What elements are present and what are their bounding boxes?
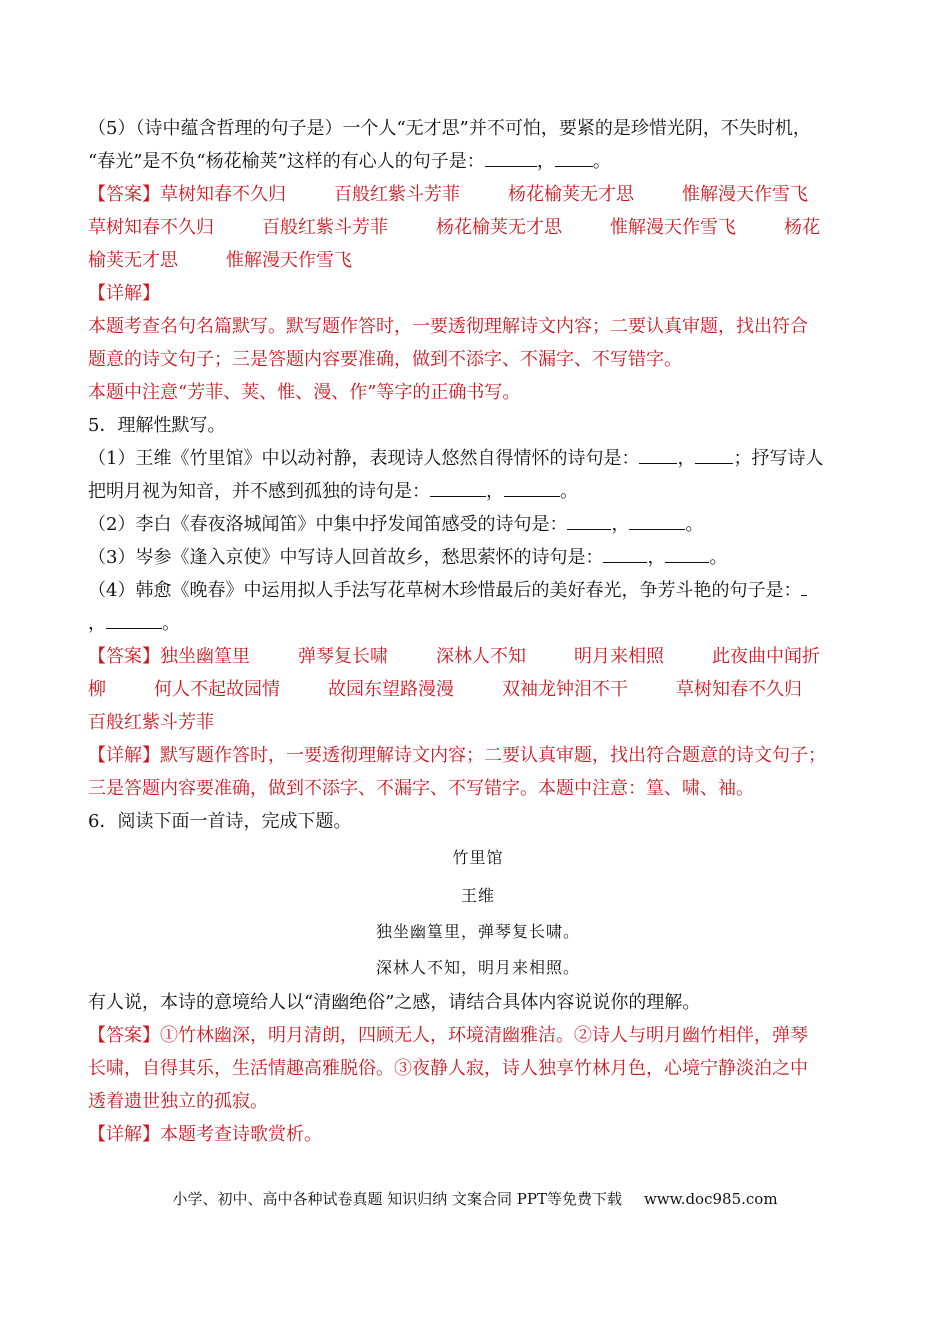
answer-item: 草树知春不久归 [88,217,214,238]
q-understand-answer-line3 [88,706,868,739]
q5-detail-line: 本题中注意“芳菲、荚、惟、漫、作”等字的正确书写。 [88,382,521,403]
sub-question-text: 把明月视为知音，并不感到孤独的诗句是： [88,481,430,502]
q6-answer-line3: 透着遗世独立的孤寂。 [88,1091,268,1112]
answer-item: 草树知春不久归 [160,184,286,205]
period: 。 [592,151,611,172]
answer-item: 榆荚无才思 [88,250,178,271]
q6-title: 6．阅读下面一首诗，完成下题。 [88,811,352,832]
comma: ， [536,151,555,172]
answer-blank [485,149,537,167]
answer-item: 此夜曲中闻折 [712,646,820,667]
sub-question-text: （2）李白《春夜洛城闻笛》中集中抒发闻笛感受的诗句是： [88,514,568,535]
answer-blank [555,149,593,167]
answer-item: 百般红紫斗芳菲 [262,217,388,238]
comma: ， [611,514,630,535]
q-understand-detail-line2: 三是答题内容要准确，做到不添字、不漏字、不写错字。本题中注意：篁、啸、袖。 [88,778,754,799]
detail-label: 【详解】 [88,1124,160,1145]
document-page [88,112,868,1151]
q-understand-s4-cont [88,607,868,640]
answer-item: 百般红紫斗芳菲 [334,184,460,205]
answer-item: 双袖龙钟泪不干 [502,679,628,700]
period: 。 [685,514,704,535]
page-footer [0,1188,950,1209]
answer-item: 草树知春不久归 [676,679,802,700]
detail-text: 默写题作答时，一要透彻理解诗文内容；二要认真审题，找出符合题意的诗文句子； [160,745,826,766]
answer-item: 何人不起故园情 [154,679,280,700]
q5-answer-line2 [88,211,868,244]
answer-blank [603,545,647,563]
answer-blank [801,578,807,596]
q-understand-title: 5．理解性默写。 [88,415,226,436]
q-understand-s2 [88,508,868,541]
q-understand-s4 [88,574,868,607]
sub-question-text: ；抒写诗人 [733,448,824,469]
sub-question-text: （1）王维《竹里馆》中以动衬静，表现诗人悠然自得情怀的诗句是： [88,448,640,469]
answer-item: 明月来相照 [574,646,664,667]
answer-text: ①竹林幽深，明月清朗，四顾无人，环境清幽雅洁。②诗人与明月幽竹相伴，弹琴 [160,1025,808,1046]
answer-item: 杨花榆荚无才思 [436,217,562,238]
period: 。 [560,481,578,502]
footer-url: www.doc985.com [643,1190,778,1208]
sub-question-text: （4）韩愈《晚春》中运用拟人手法写花草树木珍惜最后的美好春光，争芳斗艳的句子是： [88,580,802,601]
q-understand-s1 [88,442,868,475]
poem-author: 王维 [460,886,495,905]
comma: ， [88,613,106,634]
q5-answer-line3 [88,244,868,277]
period: 。 [162,613,180,634]
detail-text: 本题考查诗歌赏析。 [160,1124,322,1145]
poem-line: 独坐幽篁里，弹琴复长啸。 [375,922,580,941]
answer-blank [430,479,486,497]
answer-label: 【答案】 [88,1025,160,1046]
answer-blank [629,512,685,530]
q5-line2-text: “春光”是不负“杨花榆荚”这样的有心人的句子是： [88,151,485,172]
answer-blank [665,545,709,563]
answer-item: 惟解漫天作雪飞 [682,184,808,205]
q-understand-answer-line2 [88,673,868,706]
answer-label: 【答案】 [88,646,160,667]
answer-blank [639,446,677,464]
answer-item: 杨花榆荚无才思 [508,184,634,205]
q5-detail-line: 题意的诗文句子；三是答题内容要准确，做到不添字、不漏字、不写错字。 [88,349,682,370]
q5-line2 [88,145,868,178]
q-understand-answer-line1 [88,640,868,673]
comma: ， [647,547,666,568]
answer-blank [567,512,611,530]
answer-item: 惟解漫天作雪飞 [610,217,736,238]
comma: ， [677,448,696,469]
poem-title: 竹里馆 [452,848,504,867]
answer-item: 深林人不知 [436,646,526,667]
answer-blank [106,611,162,629]
answer-item: 百般红紫斗芳菲 [88,712,214,733]
answer-item: 杨花 [784,217,820,238]
answer-item: 惟解漫天作雪飞 [226,250,352,271]
answer-item: 独坐幽篁里 [160,646,250,667]
q6-detail-line [88,1118,868,1151]
answer-item: 柳 [88,679,106,700]
q6-answer-line2: 长啸，自得其乐，生活情趣高雅脱俗。③夜静人寂，诗人独享竹林月色，心境宁静淡泊之中 [88,1058,808,1079]
q6-answer-line1 [88,1019,868,1052]
period: 。 [709,547,728,568]
q5-detail-line: 本题考查名句名篇默写。默写题作答时，一要透彻理解诗文内容；二要认真审题，找出符合 [88,316,808,337]
footer-text: 小学、初中、高中各种试卷真题 知识归纳 文案合同 PPT等免费下载 [172,1190,622,1208]
q-understand-detail-line1 [88,739,868,772]
q-understand-s3 [88,541,868,574]
answer-blank [504,479,560,497]
q-understand-s1-cont [88,475,868,508]
q5-line1: （5）（诗中蕴含哲理的句子是）一个人“无才思”并不可怕，要紧的是珍惜光阴，不失时机， [88,118,811,139]
comma: ， [486,481,504,502]
answer-label: 【答案】 [88,184,160,205]
detail-label: 【详解】 [88,745,160,766]
sub-question-text: （3）岑参《逢入京使》中写诗人回首故乡，愁思萦怀的诗句是： [88,547,604,568]
poem-line: 深林人不知，明月来相照。 [375,958,580,977]
answer-item: 弹琴复长啸 [298,646,388,667]
q5-answer-line1 [88,178,868,211]
answer-blank [695,446,733,464]
q6-question: 有人说，本诗的意境给人以“清幽绝俗”之感，请结合具体内容说说你的理解。 [88,992,701,1013]
q5-detail-label: 【详解】 [88,283,160,304]
answer-item: 故园东望路漫漫 [328,679,454,700]
